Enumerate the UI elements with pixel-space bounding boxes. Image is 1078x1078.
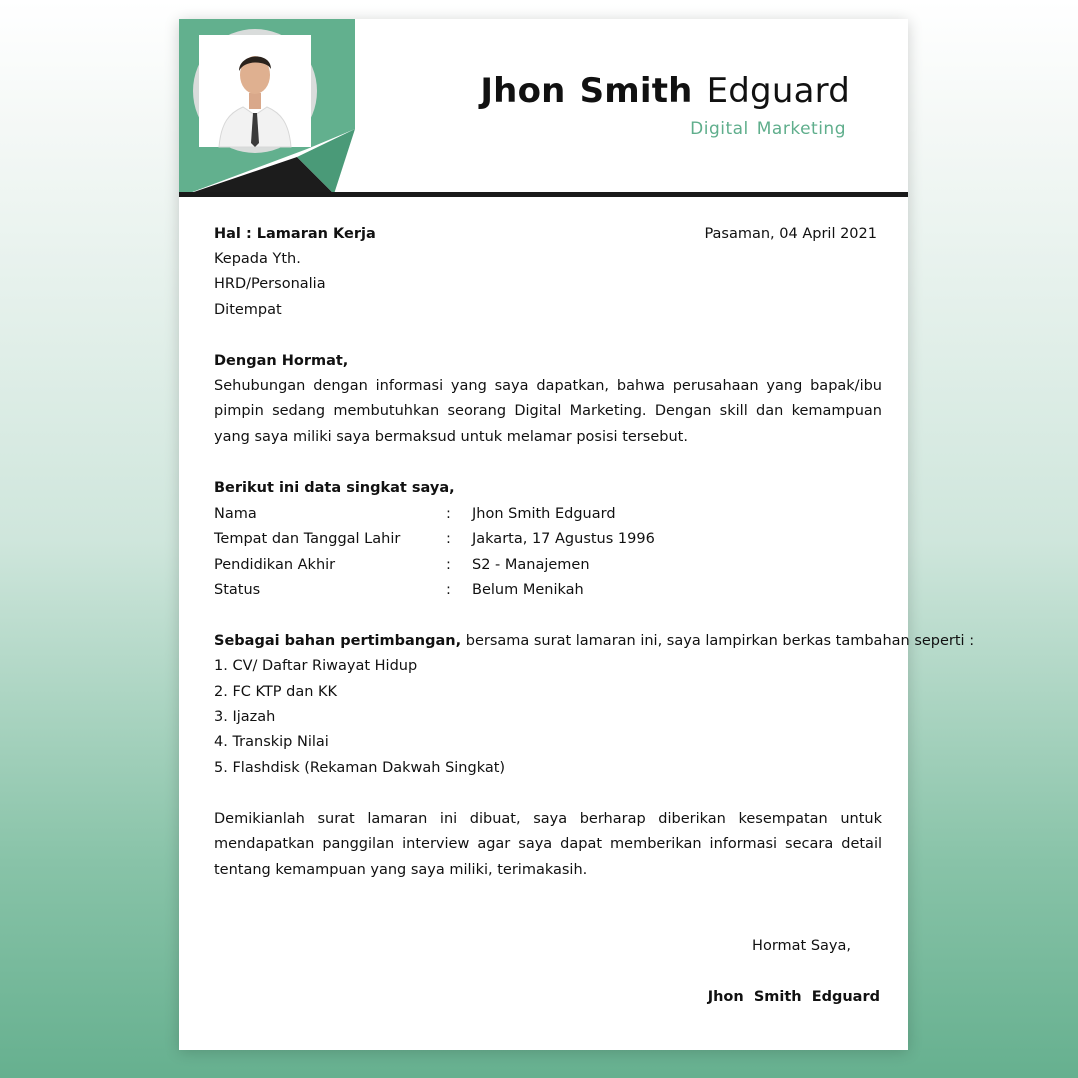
data-value: Jakarta, 17 Agustus 1996 [472, 531, 655, 547]
first-name: Jhon [480, 71, 566, 111]
attachment-item: 2. FC KTP dan KK [214, 684, 338, 700]
signature-name: Jhon Smith Edguard [707, 989, 880, 1005]
recipient-line: HRD/Personalia [214, 276, 326, 292]
attachment-item: 3. Ijazah [214, 709, 276, 725]
job-title [690, 119, 846, 139]
data-value: Jhon Smith Edguard [472, 506, 616, 522]
attachments-lead-bold: Sebagai bahan pertimbangan, [214, 633, 462, 649]
header-divider [179, 192, 908, 197]
attachments-lead-rest: bersama surat lamaran ini, saya lampirkan berkas tambahan seperti : [461, 633, 975, 649]
last-name: Edguard [706, 71, 850, 111]
data-value: S2 - Manajemen [472, 557, 590, 573]
data-label: Tempat dan Tanggal Lahir [214, 531, 401, 547]
job-title-word: Digital [690, 119, 749, 139]
applicant-name-title [480, 71, 850, 111]
recipient-line: Kepada Yth. [214, 251, 301, 267]
profile-photo [199, 35, 311, 147]
place-date: Pasaman, 04 April 2021 [704, 226, 877, 242]
letter-page [179, 19, 975, 1050]
data-value: Belum Menikah [472, 582, 584, 598]
subject-line: Hal : Lamaran Kerja [214, 226, 376, 242]
attachment-item: 4. Transkip Nilai [214, 734, 329, 750]
middle-name: Smith [579, 71, 693, 111]
data-label: Pendidikan Akhir [214, 557, 336, 573]
data-colon: : [446, 531, 451, 547]
data-colon: : [446, 557, 451, 573]
job-title-word: Marketing [756, 119, 846, 139]
attachment-item: 5. Flashdisk (Rekaman Dakwah Singkat) [214, 760, 506, 776]
data-label: Status [214, 582, 261, 598]
data-label: Nama [214, 506, 257, 522]
recipient-line: Ditempat [214, 302, 282, 318]
data-colon: : [446, 582, 451, 598]
sign-off: Hormat Saya, [752, 938, 851, 954]
data-colon: : [446, 506, 451, 522]
attachment-item: 1. CV/ Daftar Riwayat Hidup [214, 658, 418, 674]
greeting: Dengan Hormat, [214, 353, 349, 369]
data-heading: Berikut ini data singkat saya, [214, 480, 455, 496]
closing-paragraph: Demikianlah surat lamaran ini dibuat, saya berharap diberikan kesempatan untuk mendapatkan panggilan interview agar saya dapat memberikan informasi secara detail tentang kemampuan yang saya miliki, terimakasih. [214, 811, 882, 878]
attachments-lead [214, 633, 974, 649]
intro-paragraph: Sehubungan dengan informasi yang saya dapatkan, bahwa perusahaan yang bapak/ibu pimpin sedang membutuhkan seorang Digital Marketing. Dengan skill dan kemampuan yang saya miliki saya bermaksud untuk melamar posisi tersebut. [214, 378, 882, 445]
